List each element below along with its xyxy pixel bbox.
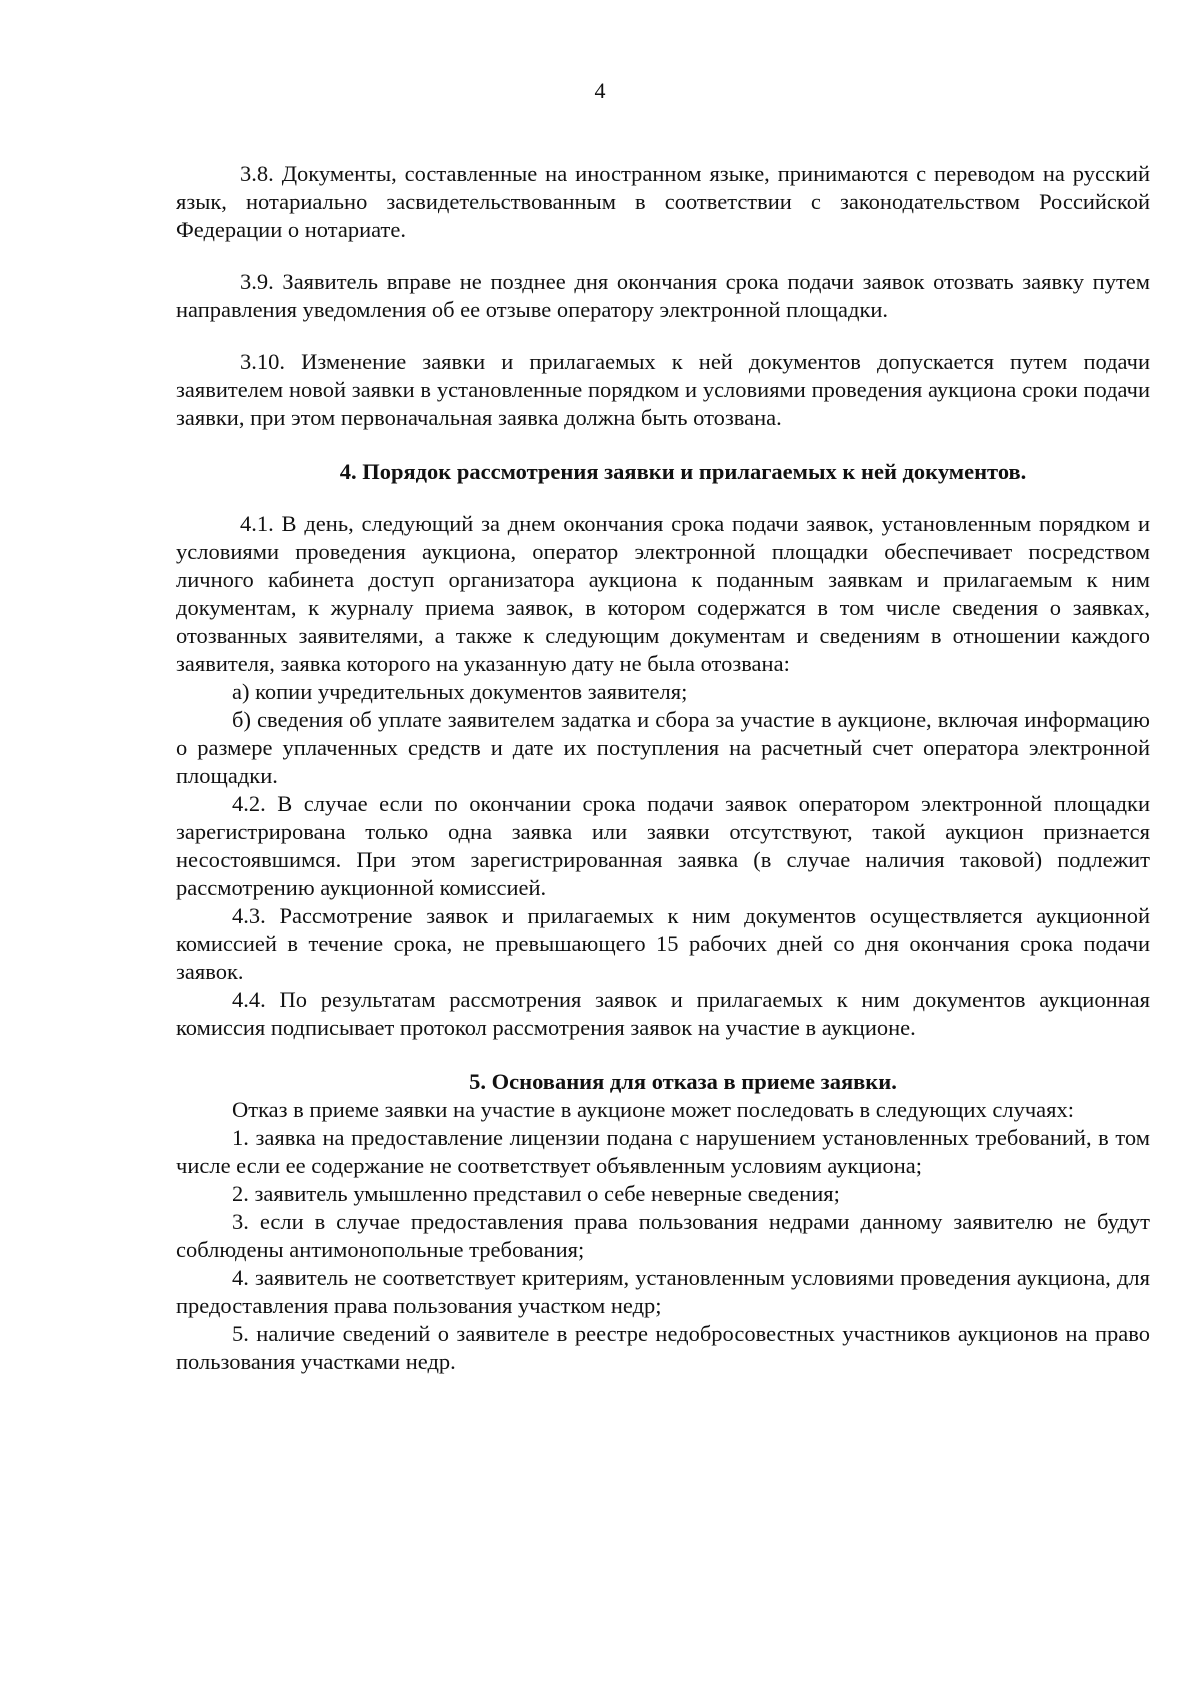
paragraph-3-9: 3.9. Заявитель вправе не позднее дня окончания срока подачи заявок отозвать заявку путем направления уведомления об ее отзыве оператору электронной площадки. bbox=[176, 269, 1150, 322]
page-number: 4 bbox=[594, 78, 606, 103]
paragraph-4-1: 4.1. В день, следующий за днем окончания срока подачи заявок, установленным порядком и условиями проведения аукциона, оператор электронной площадки обеспечивает посредством личного кабинета доступ организатора аукциона к поданным заявкам и прилагаемым к ним документам, к журналу приема заявок, в котором содержатся в том числе сведения о заявках, отозванных заявителями, а также к следующим документам и сведениям в отношении каждого заявителя, заявка которого на указанную дату не была отозвана: bbox=[176, 511, 1150, 676]
paragraph-5-intro: Отказ в приеме заявки на участие в аукционе может последовать в следующих случаях: bbox=[232, 1097, 1075, 1122]
paragraph-5-3: 3. если в случае предоставления права пользования недрами данному заявителю не будут соблюдены антимонопольные требования; bbox=[176, 1209, 1150, 1262]
paragraph-4-1-b: б) сведения об уплате заявителем задатка и сбора за участие в аукционе, включая информацию о размере уплаченных средств и дате их поступления на расчетный счет оператора электронной площадки. bbox=[176, 707, 1150, 788]
paragraph-3-10: 3.10. Изменение заявки и прилагаемых к ней документов допускается путем подачи заявителем новой заявки в установленные порядком и условиями проведения аукциона сроки подачи заявки, при этом первоначальная заявка должна быть отозвана. bbox=[176, 349, 1150, 430]
paragraph-4-2: 4.2. В случае если по окончании срока подачи заявок оператором электронной площадки зарегистрирована только одна заявка или заявки отсутствуют, такой аукцион признается несостоявшимся. При этом зарегистрированная заявка (в случае наличия таковой) подлежит рассмотрению аукционной комиссией. bbox=[176, 791, 1150, 900]
paragraph-5-2: 2. заявитель умышленно представил о себе неверные сведения; bbox=[232, 1181, 840, 1206]
paragraph-5-1: 1. заявка на предоставление лицензии подана с нарушением установленных требований, в том числе если ее содержание не соответствует объявленным условиям аукциона; bbox=[176, 1125, 1150, 1178]
section-5-heading: 5. Основания для отказа в приеме заявки. bbox=[469, 1069, 897, 1094]
section-4-heading: 4. Порядок рассмотрения заявки и прилагаемых к ней документов. bbox=[339, 459, 1027, 484]
paragraph-5-5: 5. наличие сведений о заявителе в реестре недобросовестных участников аукционов на право пользования участками недр. bbox=[176, 1321, 1150, 1374]
paragraph-3-8: 3.8. Документы, составленные на иностранном языке, принимаются с переводом на русский язык, нотариально засвидетельствованным в соответствии с законодательством Российской Федерации о нотариате. bbox=[176, 161, 1150, 242]
document-body bbox=[176, 160, 1150, 1376]
paragraph-4-3: 4.3. Рассмотрение заявок и прилагаемых к ним документов осуществляется аукционной комиссией в течение срока, не превышающего 15 рабочих дней со дня окончания срока подачи заявок. bbox=[176, 903, 1150, 984]
paragraph-4-4: 4.4. По результатам рассмотрения заявок и прилагаемых к ним документов аукционная комиссия подписывает протокол рассмотрения заявок на участие в аукционе. bbox=[176, 987, 1150, 1040]
paragraph-4-1-a: а) копии учредительных документов заявителя; bbox=[232, 679, 688, 704]
paragraph-5-4: 4. заявитель не соответствует критериям, установленным условиями проведения аукциона, для предоставления права пользования участком недр; bbox=[176, 1265, 1150, 1318]
